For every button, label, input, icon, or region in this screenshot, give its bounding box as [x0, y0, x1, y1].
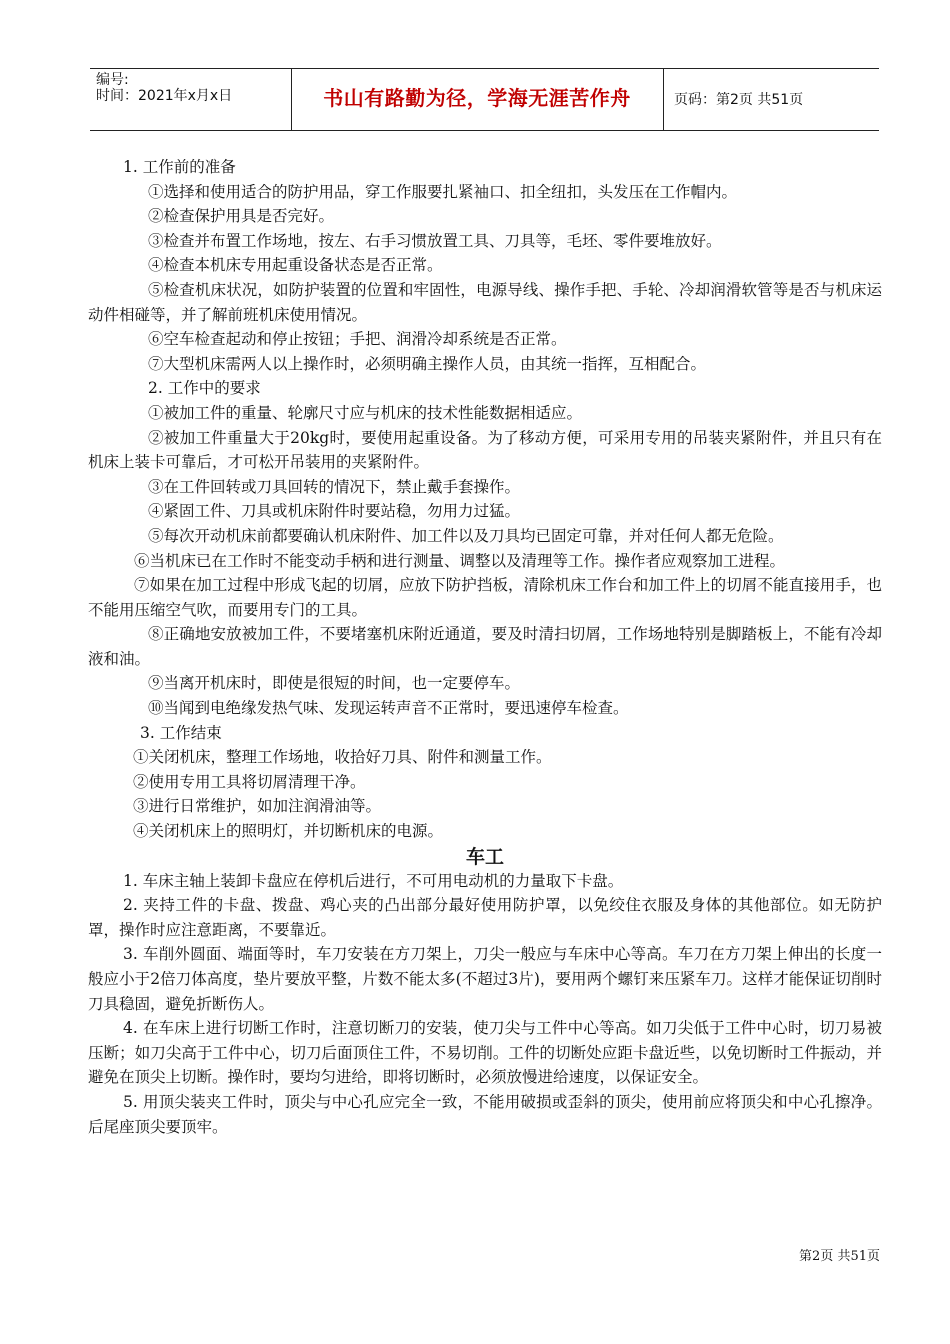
paragraph: ②使用专用工具将切屑清理干净。 [133, 772, 366, 791]
paragraph: 3. 工作结束 [140, 723, 222, 742]
header-divider-right [663, 69, 664, 130]
document-number-label: 编号: [96, 72, 129, 88]
paragraph: ⑤检查机床状况，如防护装置的位置和牢固性，电源导线、操作手把、手轮、冷却润滑软管等是否与机床运动件相碰等，并了解前班机床使用情况。 [88, 280, 882, 324]
document-date: 时间：2021年x月x日 [96, 88, 233, 104]
document-body [88, 155, 882, 1139]
paragraph: ③在工件回转或刀具回转的情况下，禁止戴手套操作。 [148, 477, 521, 496]
paragraph: 2. 工作中的要求 [148, 379, 261, 398]
paragraph: ⑩当闻到电绝缘发热气味、发现运转声音不正常时，要迅速停车检查。 [148, 699, 629, 718]
paragraph: ①被加工件的重量、轮廓尺寸应与机床的技术性能数据相适应。 [148, 403, 583, 422]
paragraph: ④紧固工件、刀具或机床附件时要站稳，勿用力过猛。 [148, 502, 521, 521]
paragraph: ⑧正确地安放被加工件，不要堵塞机床附近通道，要及时清扫切屑，工作场地特别是脚踏板上，不能有冷却液和油。 [88, 625, 882, 668]
header-motto: 书山有路勤为径，学海无涯苦作舟 [323, 86, 631, 110]
paragraph: 1. 车床主轴上装卸卡盘应在停机后进行，不可用电动机的力量取下卡盘。 [123, 871, 624, 890]
paragraph: ⑤每次开动机床前都要确认机床附件、加工件以及刀具均已固定可靠，并对任何人都无危险。 [148, 526, 784, 545]
general-rules-section [88, 155, 882, 844]
header-page-info: 页码：第2页 共51页 [674, 92, 804, 108]
header-meta [96, 72, 232, 104]
paragraph: ④检查本机床专用起重设备状态是否正常。 [148, 256, 443, 275]
paragraph: 5. 用顶尖装夹工件时，顶尖与中心孔应完全一致，不能用破损或歪斜的顶尖，使用前应将顶尖和中心孔擦净。后尾座顶尖要顶牢。 [88, 1092, 882, 1136]
paragraph: ⑥空车检查起动和停止按钮；手把、润滑冷却系统是否正常。 [148, 330, 567, 349]
paragraph: ④关闭机床上的照明灯，并切断机床的电源。 [133, 822, 444, 841]
paragraph: ②检查保护用具是否完好。 [148, 207, 335, 226]
paragraph: ⑥当机床已在工作时不能变动手柄和进行测量、调整以及清理等工作。操作者应观察加工进程。 [134, 551, 786, 570]
paragraph: ③检查并布置工作场地，按左、右手习惯放置工具、刀具等，毛坯、零件要堆放好。 [148, 231, 722, 250]
paragraph: 3. 车削外圆面、端面等时，车刀安装在方刀架上，刀尖一般应与车床中心等高。车刀在方刀架上伸出的长度一般应小于2倍刀体高度，垫片要放平整，片数不能太多(不超过3片)，要用两个螺钉来压紧车刀。这样才能保证切削时刀具稳固，避免折断伤人。 [88, 945, 882, 1013]
paragraph: ②被加工件重量大于20kg时，要使用起重设备。为了移动方便，可采用专用的吊装夹紧附件，并且只有在机床上装卡可靠后，才可松开吊装用的夹紧附件。 [88, 428, 882, 472]
paragraph: ①选择和使用适合的防护用品，穿工作服要扎紧袖口、扣全纽扣，头发压在工作帽内。 [148, 182, 738, 201]
paragraph: 1. 工作前的准备 [123, 158, 236, 176]
turning-rules-section [88, 869, 882, 1140]
paragraph: 2. 夹持工件的卡盘、拨盘、鸡心夹的凸出部分最好使用防护罩，以免绞住衣服及身体的其他部位。如无防护罩，操作时应注意距离，不要靠近。 [88, 896, 882, 939]
paragraph: 4. 在车床上进行切断工作时，注意切断刀的安装，使刀尖与工件中心等高。如刀尖低于工件中心时，切刀易被压断；如刀尖高于工件中心，切刀后面顶住工件，不易切削。工件的切断处应距卡盘近些，以免切断时工件振动，并避免在顶尖上切断。操作时，要均匀进给，即将切断时，必须放慢进给速度，以保证安全。 [88, 1019, 882, 1087]
paragraph: ⑦如果在加工过程中形成飞起的切屑，应放下防护挡板，清除机床工作台和加工件上的切屑不能直接用手，也不能用压缩空气吹，而要用专门的工具。 [88, 576, 882, 619]
paragraph: ①关闭机床，整理工作场地，收拾好刀具、附件和测量工作。 [133, 748, 552, 767]
paragraph: ⑨当离开机床时，即使是很短的时间，也一定要停车。 [148, 674, 521, 693]
paragraph: ⑦大型机床需两人以上操作时，必须明确主操作人员，由其统一指挥，互相配合。 [148, 354, 707, 373]
section-title-turning: 车工 [465, 845, 504, 868]
paragraph: ③进行日常维护，如加注润滑油等。 [133, 797, 382, 816]
page-header [90, 68, 879, 131]
page-footer: 第2页 共51页 [799, 1249, 880, 1264]
